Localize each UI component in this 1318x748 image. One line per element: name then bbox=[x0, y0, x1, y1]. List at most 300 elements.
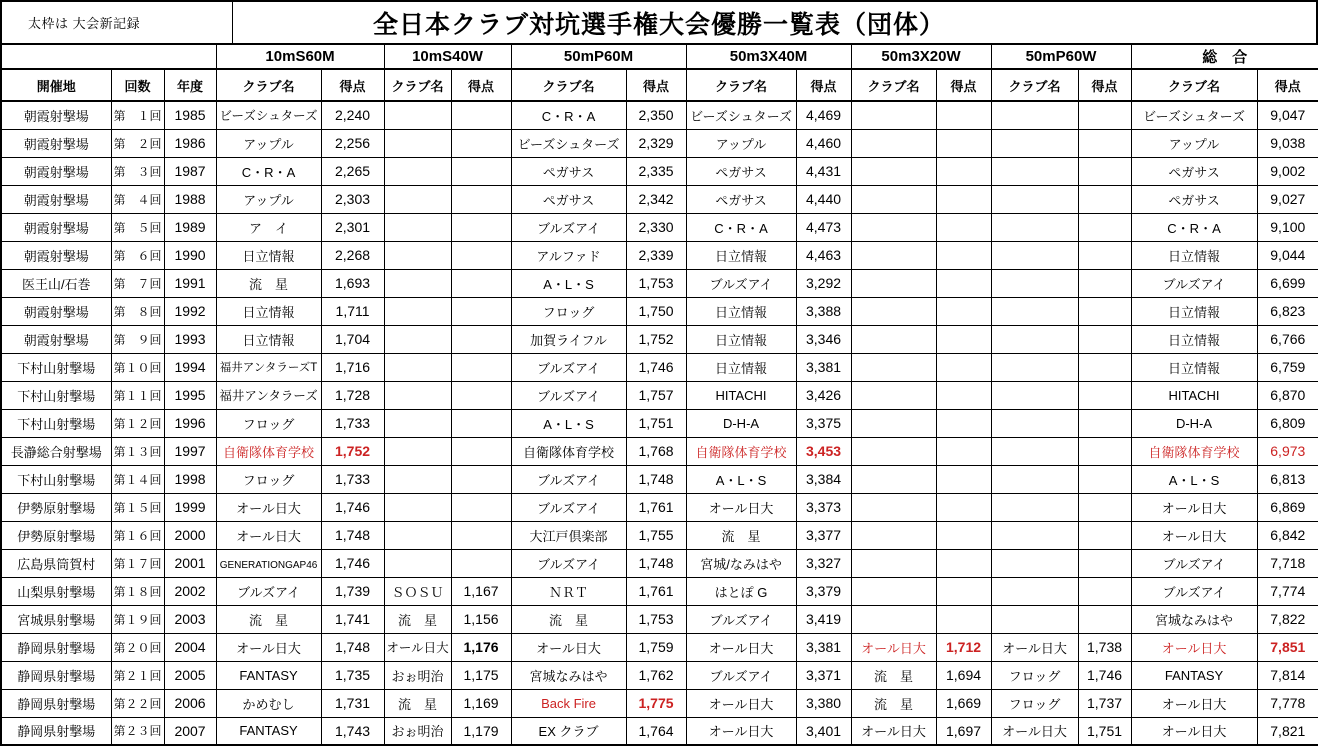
year-cell: 1988 bbox=[164, 185, 216, 213]
venue-cell: 朝霞射撃場 bbox=[1, 129, 111, 157]
score-cell-0: 1,739 bbox=[321, 577, 384, 605]
club-cell-0 bbox=[216, 213, 321, 241]
round-cell: 第１０回 bbox=[111, 353, 164, 381]
club-cell-4 bbox=[851, 465, 936, 493]
score-cell-0: 1,735 bbox=[321, 661, 384, 689]
score-cell-2: 1,748 bbox=[626, 465, 686, 493]
club-name: 日立情報 bbox=[242, 332, 295, 348]
score-cell-2: 2,339 bbox=[626, 241, 686, 269]
club-name: フロッグ bbox=[1008, 668, 1061, 684]
score-cell-5 bbox=[1078, 297, 1131, 325]
club-cell-6 bbox=[1131, 577, 1257, 605]
score-header-1: 得点 bbox=[451, 69, 511, 101]
club-name: ペガサス bbox=[1168, 164, 1220, 180]
club-name: アップル bbox=[243, 136, 294, 152]
club-name: オール日大 bbox=[1161, 528, 1227, 544]
club-name: 流 星 bbox=[721, 528, 761, 544]
club-cell-4 bbox=[851, 549, 936, 577]
round-cell: 第 ４回 bbox=[111, 185, 164, 213]
club-cell-3 bbox=[686, 717, 796, 745]
score-cell-0: 1,693 bbox=[321, 269, 384, 297]
club-cell-6 bbox=[1131, 101, 1257, 129]
table-row bbox=[1, 129, 1318, 157]
score-cell-1 bbox=[451, 521, 511, 549]
venue-cell: 伊勢原射撃場 bbox=[1, 521, 111, 549]
club-cell-5 bbox=[991, 717, 1078, 745]
club-cell-6 bbox=[1131, 213, 1257, 241]
club-cell-5 bbox=[991, 157, 1078, 185]
club-cell-3 bbox=[686, 409, 796, 437]
club-cell-2 bbox=[511, 521, 626, 549]
club-cell-6 bbox=[1131, 633, 1257, 661]
score-cell-6: 9,038 bbox=[1257, 129, 1318, 157]
year-cell: 2001 bbox=[164, 549, 216, 577]
score-cell-4 bbox=[936, 381, 991, 409]
score-cell-1: 1,167 bbox=[451, 577, 511, 605]
club-name: ブルズアイ bbox=[537, 388, 600, 404]
score-cell-3: 3,401 bbox=[796, 717, 851, 745]
club-cell-4 bbox=[851, 409, 936, 437]
score-cell-1 bbox=[451, 185, 511, 213]
score-cell-4 bbox=[936, 297, 991, 325]
club-cell-2 bbox=[511, 605, 626, 633]
table-row bbox=[1, 577, 1318, 605]
score-cell-2: 2,350 bbox=[626, 101, 686, 129]
score-cell-5: 1,737 bbox=[1078, 689, 1131, 717]
club-cell-4 bbox=[851, 157, 936, 185]
club-cell-1 bbox=[384, 241, 451, 269]
score-cell-3: 4,460 bbox=[796, 129, 851, 157]
score-cell-0: 2,268 bbox=[321, 241, 384, 269]
year-cell: 2005 bbox=[164, 661, 216, 689]
venue-cell: 下村山射撃場 bbox=[1, 381, 111, 409]
club-name: 日立情報 bbox=[1168, 332, 1221, 348]
score-cell-3: 3,327 bbox=[796, 549, 851, 577]
club-name: アルファド bbox=[536, 248, 601, 264]
club-cell-2 bbox=[511, 633, 626, 661]
score-cell-1: 1,176 bbox=[451, 633, 511, 661]
club-name: オール日大 bbox=[861, 640, 926, 656]
club-cell-3 bbox=[686, 101, 796, 129]
club-cell-4 bbox=[851, 605, 936, 633]
venue-cell: 広島県筒賀村 bbox=[1, 549, 111, 577]
score-header-4: 得点 bbox=[936, 69, 991, 101]
score-cell-6: 7,851 bbox=[1257, 633, 1318, 661]
year-cell: 1994 bbox=[164, 353, 216, 381]
club-name: 自衛隊体育学校 bbox=[695, 444, 787, 460]
club-cell-2 bbox=[511, 353, 626, 381]
club-cell-0 bbox=[216, 269, 321, 297]
club-cell-2 bbox=[511, 185, 626, 213]
club-cell-5 bbox=[991, 689, 1078, 717]
year-cell: 2003 bbox=[164, 605, 216, 633]
score-cell-1 bbox=[451, 409, 511, 437]
club-cell-4 bbox=[851, 661, 936, 689]
score-cell-0: 2,303 bbox=[321, 185, 384, 213]
club-cell-5 bbox=[991, 381, 1078, 409]
corner-cell bbox=[1, 44, 216, 69]
club-name: ブルズアイ bbox=[1162, 276, 1226, 292]
club-cell-6 bbox=[1131, 157, 1257, 185]
score-cell-4 bbox=[936, 437, 991, 465]
score-cell-6: 6,869 bbox=[1257, 493, 1318, 521]
club-cell-1 bbox=[384, 465, 451, 493]
club-cell-6 bbox=[1131, 325, 1257, 353]
club-cell-6 bbox=[1131, 521, 1257, 549]
club-name: オール日大 bbox=[1161, 500, 1227, 516]
score-cell-4: 1,697 bbox=[936, 717, 991, 745]
score-cell-6: 7,822 bbox=[1257, 605, 1318, 633]
round-cell: 第２２回 bbox=[111, 689, 164, 717]
club-name: ペガサス bbox=[542, 164, 595, 180]
club-name: アップル bbox=[1168, 136, 1220, 152]
club-cell-0 bbox=[216, 493, 321, 521]
club-cell-3 bbox=[686, 549, 796, 577]
club-name: オール日大 bbox=[708, 696, 774, 712]
venue-cell: 朝霞射撃場 bbox=[1, 185, 111, 213]
score-cell-3: 3,453 bbox=[796, 437, 851, 465]
score-header-5: 得点 bbox=[1078, 69, 1131, 101]
club-header-6: クラブ名 bbox=[1131, 69, 1257, 101]
club-name: ブルズアイ bbox=[709, 668, 773, 684]
club-cell-4 bbox=[851, 381, 936, 409]
score-cell-3: 3,292 bbox=[796, 269, 851, 297]
club-name: 福井アンタラーズT bbox=[219, 362, 318, 374]
score-cell-4 bbox=[936, 101, 991, 129]
score-cell-4 bbox=[936, 241, 991, 269]
score-cell-4 bbox=[936, 465, 991, 493]
club-cell-1 bbox=[384, 269, 451, 297]
score-cell-0: 2,256 bbox=[321, 129, 384, 157]
score-cell-6: 9,027 bbox=[1257, 185, 1318, 213]
club-cell-5 bbox=[991, 269, 1078, 297]
score-cell-1 bbox=[451, 129, 511, 157]
club-cell-0 bbox=[216, 325, 321, 353]
club-cell-2 bbox=[511, 409, 626, 437]
table-row bbox=[1, 689, 1318, 717]
club-name: ＳＯＳＵ bbox=[391, 584, 444, 600]
score-cell-0: 2,240 bbox=[321, 101, 384, 129]
club-name: HITACHI bbox=[1168, 387, 1220, 403]
club-name: 日立情報 bbox=[1168, 304, 1221, 320]
round-cell: 第 ６回 bbox=[111, 241, 164, 269]
venue-cell: 下村山射撃場 bbox=[1, 409, 111, 437]
score-cell-5 bbox=[1078, 409, 1131, 437]
round-cell: 第１８回 bbox=[111, 577, 164, 605]
score-cell-6: 6,766 bbox=[1257, 325, 1318, 353]
score-cell-6: 6,842 bbox=[1257, 521, 1318, 549]
score-cell-4: 1,712 bbox=[936, 633, 991, 661]
club-cell-3 bbox=[686, 353, 796, 381]
club-header-3: クラブ名 bbox=[686, 69, 796, 101]
score-cell-1: 1,175 bbox=[451, 661, 511, 689]
score-cell-4 bbox=[936, 157, 991, 185]
score-cell-4 bbox=[936, 521, 991, 549]
club-cell-0 bbox=[216, 689, 321, 717]
score-cell-0: 1,704 bbox=[321, 325, 384, 353]
score-cell-4 bbox=[936, 605, 991, 633]
score-cell-3: 4,440 bbox=[796, 185, 851, 213]
score-cell-2: 1,768 bbox=[626, 437, 686, 465]
club-cell-2 bbox=[511, 577, 626, 605]
club-cell-5 bbox=[991, 465, 1078, 493]
club-cell-4 bbox=[851, 577, 936, 605]
table-row bbox=[1, 465, 1318, 493]
club-cell-4 bbox=[851, 213, 936, 241]
score-cell-1 bbox=[451, 101, 511, 129]
round-cell: 第１１回 bbox=[111, 381, 164, 409]
round-cell: 第 ７回 bbox=[111, 269, 164, 297]
score-cell-1 bbox=[451, 549, 511, 577]
club-cell-0 bbox=[216, 185, 321, 213]
club-cell-3 bbox=[686, 269, 796, 297]
score-cell-4 bbox=[936, 325, 991, 353]
club-name: 日立情報 bbox=[715, 248, 768, 264]
score-header-6: 得点 bbox=[1257, 69, 1318, 101]
club-cell-1 bbox=[384, 549, 451, 577]
table-row bbox=[1, 325, 1318, 353]
club-header-5: クラブ名 bbox=[991, 69, 1078, 101]
score-cell-4 bbox=[936, 353, 991, 381]
table-row bbox=[1, 633, 1318, 661]
club-name: EX クラブ bbox=[538, 724, 599, 740]
club-header-1: クラブ名 bbox=[384, 69, 451, 101]
club-cell-6 bbox=[1131, 549, 1257, 577]
club-cell-0 bbox=[216, 717, 321, 745]
round-cell: 第 ９回 bbox=[111, 325, 164, 353]
score-cell-4 bbox=[936, 493, 991, 521]
score-cell-2: 1,757 bbox=[626, 381, 686, 409]
venue-cell: 長瀞総合射撃場 bbox=[1, 437, 111, 465]
club-cell-1 bbox=[384, 661, 451, 689]
round-cell: 第１２回 bbox=[111, 409, 164, 437]
score-cell-6: 9,100 bbox=[1257, 213, 1318, 241]
club-cell-2 bbox=[511, 381, 626, 409]
club-cell-3 bbox=[686, 661, 796, 689]
club-cell-6 bbox=[1131, 353, 1257, 381]
club-cell-6 bbox=[1131, 493, 1257, 521]
club-cell-5 bbox=[991, 297, 1078, 325]
club-cell-1 bbox=[384, 717, 451, 745]
table-row bbox=[1, 493, 1318, 521]
club-cell-1 bbox=[384, 325, 451, 353]
club-cell-0 bbox=[216, 465, 321, 493]
club-cell-1 bbox=[384, 129, 451, 157]
club-name: ブルズアイ bbox=[537, 472, 600, 488]
club-cell-5 bbox=[991, 605, 1078, 633]
club-name: FANTASY bbox=[239, 667, 298, 683]
table-row bbox=[1, 297, 1318, 325]
club-cell-2 bbox=[511, 325, 626, 353]
club-name: ブルズアイ bbox=[237, 584, 300, 600]
club-name: ア イ bbox=[249, 220, 289, 236]
club-cell-4 bbox=[851, 101, 936, 129]
round-cell: 第 ５回 bbox=[111, 213, 164, 241]
score-cell-3: 3,346 bbox=[796, 325, 851, 353]
club-cell-3 bbox=[686, 241, 796, 269]
score-cell-3: 3,377 bbox=[796, 521, 851, 549]
club-cell-1 bbox=[384, 381, 451, 409]
club-cell-0 bbox=[216, 661, 321, 689]
venue-cell: 静岡県射撃場 bbox=[1, 717, 111, 745]
club-name: オール日大 bbox=[536, 640, 601, 656]
score-cell-0: 1,716 bbox=[321, 353, 384, 381]
score-cell-5 bbox=[1078, 157, 1131, 185]
club-name: 日立情報 bbox=[715, 332, 768, 348]
club-name: オール日大 bbox=[236, 528, 301, 544]
club-name: 日立情報 bbox=[242, 248, 295, 264]
club-cell-2 bbox=[511, 213, 626, 241]
club-name: 宮城なみはや bbox=[1155, 612, 1234, 628]
club-cell-3 bbox=[686, 633, 796, 661]
club-cell-5 bbox=[991, 661, 1078, 689]
score-cell-6: 7,774 bbox=[1257, 577, 1318, 605]
club-name: A・L・S bbox=[715, 472, 767, 488]
club-name: 日立情報 bbox=[715, 360, 768, 376]
club-name: ビーズシュターズ bbox=[517, 136, 620, 152]
score-cell-3: 3,373 bbox=[796, 493, 851, 521]
score-cell-3: 3,381 bbox=[796, 633, 851, 661]
club-cell-3 bbox=[686, 381, 796, 409]
club-cell-1 bbox=[384, 689, 451, 717]
score-cell-5 bbox=[1078, 241, 1131, 269]
group-header-4: 50m3X20W bbox=[851, 44, 991, 69]
venue-cell: 医王山/石巻 bbox=[1, 269, 111, 297]
club-name: ペガサス bbox=[715, 164, 767, 180]
club-cell-2 bbox=[511, 437, 626, 465]
club-cell-0 bbox=[216, 241, 321, 269]
year-cell: 2000 bbox=[164, 521, 216, 549]
score-cell-1 bbox=[451, 381, 511, 409]
year-cell: 1986 bbox=[164, 129, 216, 157]
club-cell-0 bbox=[216, 437, 321, 465]
club-cell-3 bbox=[686, 325, 796, 353]
score-cell-0: 1,746 bbox=[321, 493, 384, 521]
club-cell-4 bbox=[851, 493, 936, 521]
club-cell-2 bbox=[511, 297, 626, 325]
score-cell-2: 1,750 bbox=[626, 297, 686, 325]
club-cell-3 bbox=[686, 213, 796, 241]
score-cell-0: 1,746 bbox=[321, 549, 384, 577]
club-name: ビーズシュターズ bbox=[1143, 108, 1245, 124]
score-cell-2: 1,764 bbox=[626, 717, 686, 745]
club-name: 流 星 bbox=[874, 668, 914, 684]
score-cell-5 bbox=[1078, 269, 1131, 297]
club-cell-5 bbox=[991, 325, 1078, 353]
round-cell: 第１６回 bbox=[111, 521, 164, 549]
club-cell-6 bbox=[1131, 661, 1257, 689]
year-cell: 1996 bbox=[164, 409, 216, 437]
club-cell-6 bbox=[1131, 381, 1257, 409]
club-cell-2 bbox=[511, 689, 626, 717]
score-cell-6: 9,047 bbox=[1257, 101, 1318, 129]
score-cell-2: 1,775 bbox=[626, 689, 686, 717]
club-cell-5 bbox=[991, 521, 1078, 549]
venue-cell: 静岡県射撃場 bbox=[1, 661, 111, 689]
venue-cell: 朝霞射撃場 bbox=[1, 101, 111, 129]
club-name: 日立情報 bbox=[1168, 248, 1221, 264]
table-row bbox=[1, 185, 1318, 213]
club-name: 流 星 bbox=[398, 696, 438, 712]
round-cell: 第１５回 bbox=[111, 493, 164, 521]
club-name: FANTASY bbox=[1164, 667, 1224, 683]
club-cell-4 bbox=[851, 353, 936, 381]
club-cell-1 bbox=[384, 605, 451, 633]
club-cell-5 bbox=[991, 437, 1078, 465]
club-name: 宮城/なみはや bbox=[700, 556, 782, 572]
score-cell-6: 7,814 bbox=[1257, 661, 1318, 689]
club-cell-1 bbox=[384, 101, 451, 129]
club-cell-6 bbox=[1131, 297, 1257, 325]
score-cell-0: 1,728 bbox=[321, 381, 384, 409]
club-cell-0 bbox=[216, 549, 321, 577]
group-header-3: 50m3X40M bbox=[686, 44, 851, 69]
results-table bbox=[0, 43, 1318, 746]
club-cell-1 bbox=[384, 353, 451, 381]
round-cell: 第 ３回 bbox=[111, 157, 164, 185]
club-name: A・L・S bbox=[1168, 472, 1220, 488]
club-cell-0 bbox=[216, 381, 321, 409]
score-cell-1 bbox=[451, 353, 511, 381]
club-cell-5 bbox=[991, 213, 1078, 241]
score-cell-1 bbox=[451, 297, 511, 325]
club-name: オール日大 bbox=[708, 500, 774, 516]
club-cell-6 bbox=[1131, 129, 1257, 157]
score-cell-5 bbox=[1078, 325, 1131, 353]
club-name: オール日大 bbox=[1002, 724, 1067, 740]
score-cell-0: 1,752 bbox=[321, 437, 384, 465]
score-cell-3: 4,463 bbox=[796, 241, 851, 269]
score-cell-5 bbox=[1078, 493, 1131, 521]
club-name: ブルズアイ bbox=[1162, 584, 1226, 600]
club-header-0: クラブ名 bbox=[216, 69, 321, 101]
club-name: ブルズアイ bbox=[537, 220, 600, 236]
club-name: ペガサス bbox=[542, 192, 595, 208]
score-cell-5 bbox=[1078, 605, 1131, 633]
score-cell-5 bbox=[1078, 129, 1131, 157]
score-cell-0: 2,265 bbox=[321, 157, 384, 185]
club-name: A・L・S bbox=[543, 416, 594, 432]
round-cell: 第２１回 bbox=[111, 661, 164, 689]
club-name: オール日大 bbox=[1161, 696, 1227, 712]
club-name: 流 星 bbox=[398, 612, 438, 628]
club-cell-4 bbox=[851, 717, 936, 745]
score-cell-5 bbox=[1078, 437, 1131, 465]
club-cell-5 bbox=[991, 409, 1078, 437]
score-cell-6: 9,002 bbox=[1257, 157, 1318, 185]
club-name: オール日大 bbox=[1002, 640, 1067, 656]
score-cell-2: 1,759 bbox=[626, 633, 686, 661]
score-cell-2: 1,761 bbox=[626, 493, 686, 521]
table-row bbox=[1, 157, 1318, 185]
club-name: A・L・S bbox=[543, 276, 594, 292]
score-cell-0: 2,301 bbox=[321, 213, 384, 241]
score-cell-4 bbox=[936, 409, 991, 437]
score-cell-5 bbox=[1078, 213, 1131, 241]
table-row bbox=[1, 269, 1318, 297]
year-cell: 1985 bbox=[164, 101, 216, 129]
club-cell-0 bbox=[216, 633, 321, 661]
score-cell-3: 3,371 bbox=[796, 661, 851, 689]
score-cell-3: 3,380 bbox=[796, 689, 851, 717]
club-name: 流 星 bbox=[874, 696, 914, 712]
club-name: 日立情報 bbox=[242, 304, 295, 320]
score-cell-3: 3,379 bbox=[796, 577, 851, 605]
table-row bbox=[1, 409, 1318, 437]
club-name: 大江戸倶楽部 bbox=[529, 528, 608, 544]
table-row bbox=[1, 101, 1318, 129]
year-cell: 2007 bbox=[164, 717, 216, 745]
